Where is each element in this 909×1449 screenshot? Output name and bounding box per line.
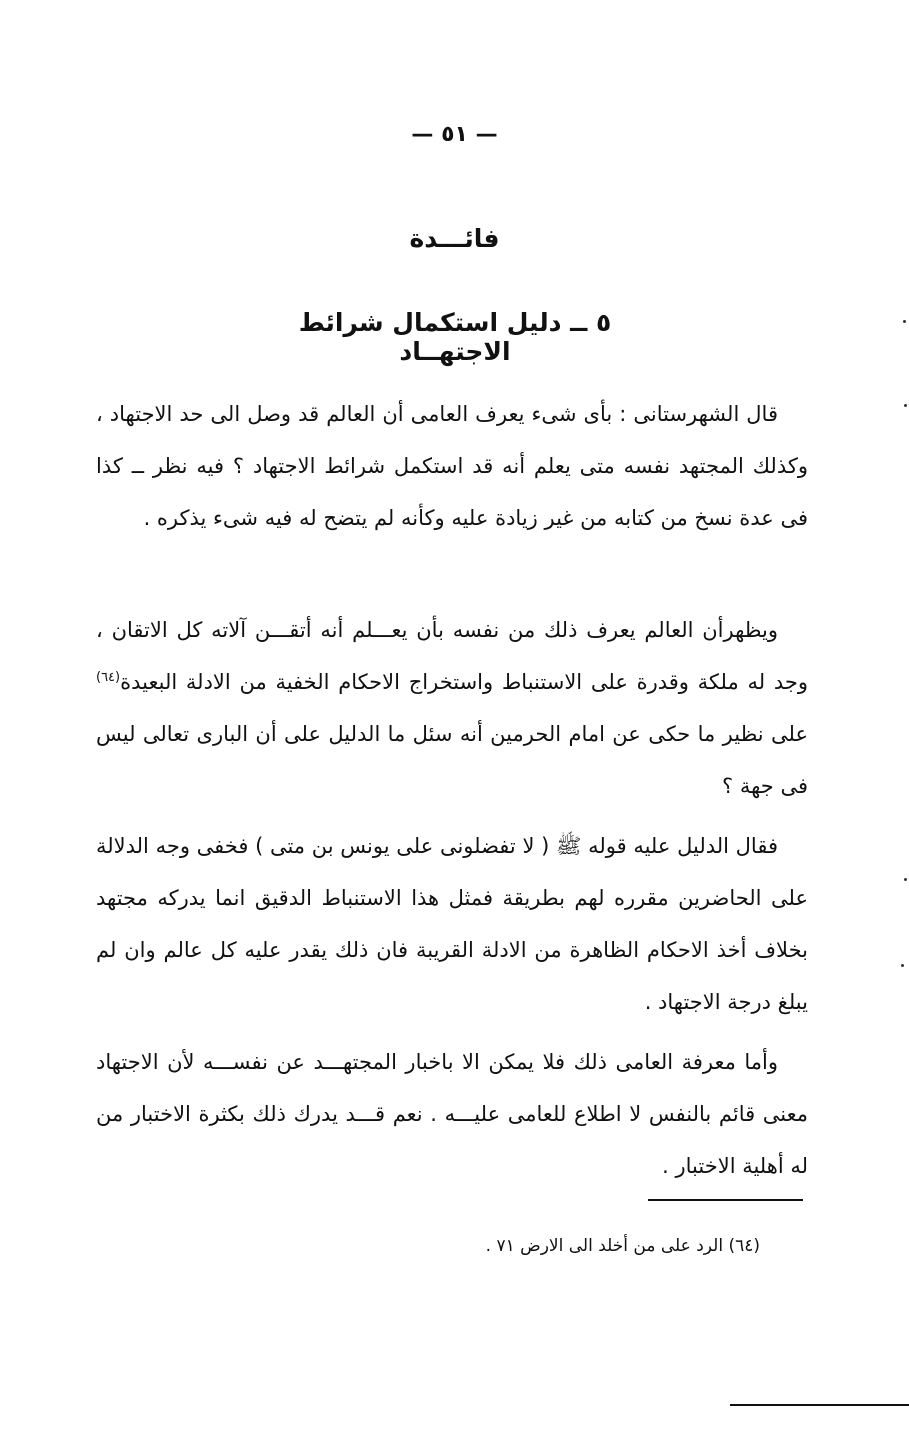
paragraph-1-text: قال الشهرستانى : بأى شىء يعرف العامى أن العالم قد وصل الى حد الاجتهاد ، وكذلك المجتهد نفسه متى يعلم أنه قد استكمل شرائط الاجتهاد ؟ فيه نظر ــ كذا فى عدة نسخ من كتابه من غير زيادة عليه وكأنه لم يتضح له فيه شىء يذكره .	[96, 402, 808, 530]
page-heading: فائـــدة	[409, 224, 500, 253]
scan-speck	[904, 404, 907, 407]
bottom-divider	[730, 1404, 909, 1406]
paragraph-1	[96, 388, 808, 544]
page-number: — ٥١ —	[411, 122, 498, 147]
footnote-divider	[648, 1199, 803, 1201]
paragraph-2-text-after-ref: على نظير ما حكى عن امام الحرمين أنه سئل ما الدليل على أن البارى تعالى ليس فى جهة ؟	[96, 722, 808, 798]
paragraph-2-text-before-ref: ويظهرأن العالم يعرف ذلك من نفسه بأن يعـــلم أنه أتقـــن آلاته كل الاتقان ، وجد له ملكة وقدرة على الاستنباط واستخراج الاحكام الخفية من الادلة البعيدة	[96, 618, 808, 694]
footnote-reference: (٦٤)	[96, 670, 121, 685]
scan-speck	[901, 964, 904, 967]
footnote: (٦٤) الرد على من أخلد الى الارض ٧١ .	[485, 1236, 760, 1256]
paragraph-4	[96, 1036, 808, 1192]
paragraph-3-text: فقال الدليل عليه قوله ﷺ ( لا تفضلونى على يونس بن متى ) فخفى وجه الدلالة على الحاضرين مقرره لهم بطريقة فمثل هذا الاستنباط الدقيق انما يدركه مجتهد بخلاف أخذ الاحكام الظاهرة من الادلة القريبة فان ذلك يقدر عليه كل عالم وان لم يبلغ درجة الاجتهاد .	[96, 834, 808, 1014]
scan-speck	[903, 320, 906, 323]
paragraph-4-text: وأما معرفة العامى ذلك فلا يمكن الا باخبار المجتهـــد عن نفســـه لأن الاجتهاد معنى قائم بالنفس لا اطلاع للعامى عليـــه . نعم قـــد يدرك ذلك بكثرة الاختبار من له أهلية الاختبار .	[96, 1050, 808, 1178]
paragraph-2	[96, 604, 808, 812]
scan-speck	[904, 878, 907, 881]
paragraph-3	[96, 820, 808, 1028]
section-title: ٥ ــ دليل استكمال شرائط الاجتهــاد	[298, 308, 612, 366]
